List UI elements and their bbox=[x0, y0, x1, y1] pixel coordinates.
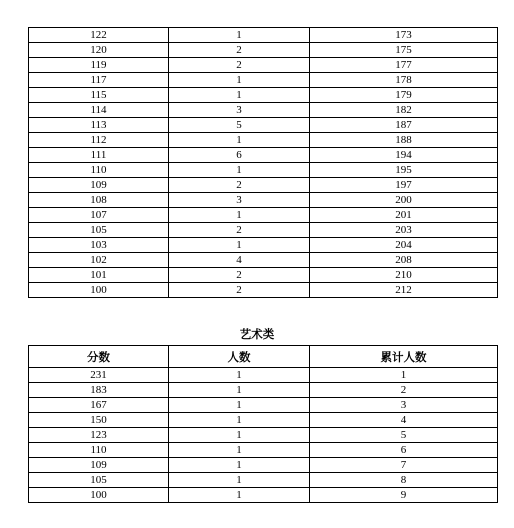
cell-count: 6 bbox=[169, 148, 310, 163]
table-header-row bbox=[29, 346, 498, 368]
cell-cumulative: 179 bbox=[310, 88, 498, 103]
cell-score: 113 bbox=[29, 118, 169, 133]
cell-score: 109 bbox=[29, 178, 169, 193]
cell-score: 100 bbox=[29, 283, 169, 298]
table-row bbox=[29, 398, 498, 413]
table-row bbox=[29, 383, 498, 398]
table-row bbox=[29, 58, 498, 73]
table-row bbox=[29, 28, 498, 43]
cell-cumulative: 200 bbox=[310, 193, 498, 208]
cell-cumulative: 6 bbox=[310, 443, 498, 458]
table-row bbox=[29, 488, 498, 503]
section-title-art: 艺术类 bbox=[239, 327, 275, 341]
cell-count: 1 bbox=[169, 28, 310, 43]
table-row bbox=[29, 118, 498, 133]
score-table-continued bbox=[28, 27, 498, 298]
cell-score: 108 bbox=[29, 193, 169, 208]
table-row bbox=[29, 223, 498, 238]
cell-cumulative: 210 bbox=[310, 268, 498, 283]
table-row bbox=[29, 163, 498, 178]
table-row bbox=[29, 458, 498, 473]
cell-count: 1 bbox=[169, 428, 310, 443]
cell-cumulative: 212 bbox=[310, 283, 498, 298]
header-score: 分数 bbox=[29, 346, 169, 368]
cell-cumulative: 2 bbox=[310, 383, 498, 398]
cell-count: 2 bbox=[169, 58, 310, 73]
cell-cumulative: 4 bbox=[310, 413, 498, 428]
art-score-table bbox=[28, 345, 498, 503]
cell-score: 100 bbox=[29, 488, 169, 503]
cell-cumulative: 187 bbox=[310, 118, 498, 133]
cell-cumulative: 208 bbox=[310, 253, 498, 268]
cell-cumulative: 1 bbox=[310, 368, 498, 383]
table-row bbox=[29, 73, 498, 88]
cell-score: 123 bbox=[29, 428, 169, 443]
cell-score: 122 bbox=[29, 28, 169, 43]
cell-score: 119 bbox=[29, 58, 169, 73]
cell-count: 1 bbox=[169, 413, 310, 428]
cell-score: 150 bbox=[29, 413, 169, 428]
table-row bbox=[29, 208, 498, 223]
cell-count: 2 bbox=[169, 268, 310, 283]
cell-count: 1 bbox=[169, 163, 310, 178]
art-table-body bbox=[29, 368, 498, 503]
table-row bbox=[29, 43, 498, 58]
cell-count: 3 bbox=[169, 103, 310, 118]
cell-count: 1 bbox=[169, 458, 310, 473]
cell-cumulative: 173 bbox=[310, 28, 498, 43]
cell-count: 1 bbox=[169, 368, 310, 383]
table-row bbox=[29, 148, 498, 163]
cell-count: 1 bbox=[169, 88, 310, 103]
cell-score: 120 bbox=[29, 43, 169, 58]
cell-cumulative: 8 bbox=[310, 473, 498, 488]
cell-score: 103 bbox=[29, 238, 169, 253]
cell-score: 167 bbox=[29, 398, 169, 413]
table-row bbox=[29, 473, 498, 488]
cell-score: 117 bbox=[29, 73, 169, 88]
cell-cumulative: 9 bbox=[310, 488, 498, 503]
cell-score: 112 bbox=[29, 133, 169, 148]
cell-cumulative: 182 bbox=[310, 103, 498, 118]
cell-cumulative: 195 bbox=[310, 163, 498, 178]
cell-count: 1 bbox=[169, 383, 310, 398]
cell-cumulative: 188 bbox=[310, 133, 498, 148]
cell-count: 1 bbox=[169, 133, 310, 148]
cell-score: 102 bbox=[29, 253, 169, 268]
cell-score: 107 bbox=[29, 208, 169, 223]
cell-cumulative: 203 bbox=[310, 223, 498, 238]
cell-cumulative: 204 bbox=[310, 238, 498, 253]
cell-count: 3 bbox=[169, 193, 310, 208]
table-row bbox=[29, 283, 498, 298]
table-row bbox=[29, 413, 498, 428]
cell-count: 1 bbox=[169, 238, 310, 253]
cell-count: 1 bbox=[169, 208, 310, 223]
cell-count: 2 bbox=[169, 178, 310, 193]
cell-count: 1 bbox=[169, 443, 310, 458]
table-row bbox=[29, 193, 498, 208]
table-row bbox=[29, 238, 498, 253]
table-row bbox=[29, 133, 498, 148]
cell-count: 2 bbox=[169, 223, 310, 238]
table-row bbox=[29, 268, 498, 283]
table-row bbox=[29, 443, 498, 458]
cell-score: 110 bbox=[29, 443, 169, 458]
cell-cumulative: 5 bbox=[310, 428, 498, 443]
cell-cumulative: 177 bbox=[310, 58, 498, 73]
cell-count: 1 bbox=[169, 73, 310, 88]
table-row bbox=[29, 428, 498, 443]
cell-count: 1 bbox=[169, 473, 310, 488]
cell-score: 183 bbox=[29, 383, 169, 398]
cell-score: 110 bbox=[29, 163, 169, 178]
cell-score: 105 bbox=[29, 223, 169, 238]
cell-cumulative: 175 bbox=[310, 43, 498, 58]
cell-score: 109 bbox=[29, 458, 169, 473]
table-row bbox=[29, 178, 498, 193]
table-row bbox=[29, 88, 498, 103]
cell-count: 1 bbox=[169, 398, 310, 413]
cell-cumulative: 197 bbox=[310, 178, 498, 193]
cell-count: 2 bbox=[169, 283, 310, 298]
header-cumulative: 累计人数 bbox=[310, 346, 498, 368]
cell-count: 2 bbox=[169, 43, 310, 58]
cell-score: 111 bbox=[29, 148, 169, 163]
cell-count: 4 bbox=[169, 253, 310, 268]
table-row bbox=[29, 368, 498, 383]
cell-score: 115 bbox=[29, 88, 169, 103]
cell-score: 101 bbox=[29, 268, 169, 283]
cell-count: 5 bbox=[169, 118, 310, 133]
cell-cumulative: 178 bbox=[310, 73, 498, 88]
table-row bbox=[29, 103, 498, 118]
cell-count: 1 bbox=[169, 488, 310, 503]
table-row bbox=[29, 253, 498, 268]
cell-score: 231 bbox=[29, 368, 169, 383]
cell-score: 105 bbox=[29, 473, 169, 488]
cell-cumulative: 194 bbox=[310, 148, 498, 163]
score-table-body bbox=[29, 28, 498, 298]
cell-cumulative: 3 bbox=[310, 398, 498, 413]
cell-cumulative: 201 bbox=[310, 208, 498, 223]
cell-score: 114 bbox=[29, 103, 169, 118]
cell-cumulative: 7 bbox=[310, 458, 498, 473]
header-count: 人数 bbox=[169, 346, 310, 368]
